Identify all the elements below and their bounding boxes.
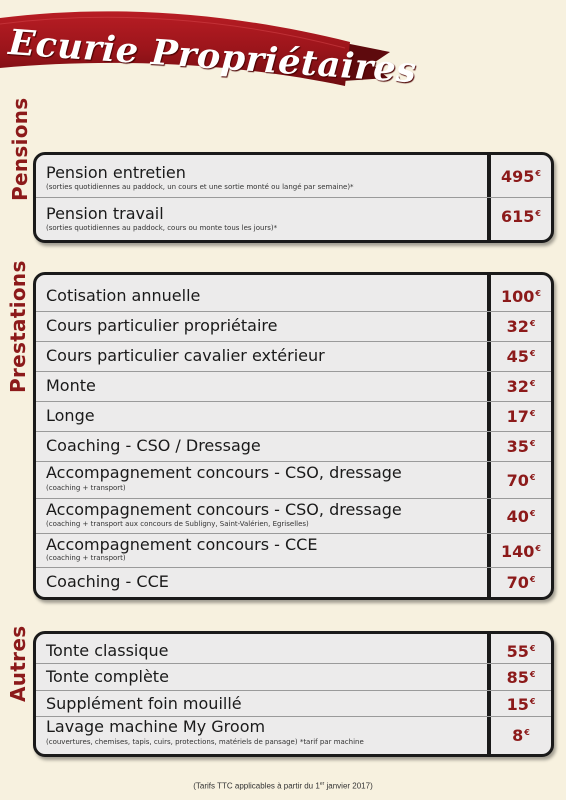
item-description: (coaching + transport) [46,554,126,562]
item-label: Accompagnement concours - CCE [46,535,318,554]
price-row [36,198,551,240]
section-label-autres: Autres [6,625,30,702]
item-label: Coaching - CCE [46,572,169,591]
section-label-prestations: Prestations [6,260,30,393]
item-price: 85€ [506,668,536,687]
price-row [36,155,551,198]
item-description: (sorties quotidiennes au paddock, un cours et une sortie monté ou langé par semaine)* [46,183,354,191]
item-label: Monte [46,376,96,395]
item-label: Pension entretien [46,163,186,182]
item-description: (sorties quotidiennes au paddock, cours ou monte tous les jours)* [46,224,278,232]
price-row [36,691,551,717]
price-row [36,282,551,312]
item-description: (coaching + transport) [46,484,126,492]
item-description: (coaching + transport aux concours de Subligny, Saint-Valérien, Egriselles) [46,520,309,528]
price-row [36,372,551,402]
item-price: 615€ [501,207,541,226]
price-row [36,312,551,342]
item-price: 32€ [506,317,536,336]
item-label: Tonte classique [46,641,169,660]
item-description: (couvertures, chemises, tapis, cuirs, protections, matériels de pansage) *tarif par machine [46,738,364,746]
item-price: 45€ [506,347,536,366]
item-label: Coaching - CSO / Dressage [46,436,261,455]
item-label: Cours particulier cavalier extérieur [46,346,325,365]
item-price: 140€ [501,542,541,561]
title-banner [0,0,566,110]
item-label: Cotisation annuelle [46,286,201,305]
item-label: Longe [46,406,95,425]
item-label: Pension travail [46,204,164,223]
pensions-box [33,152,554,243]
item-price: 35€ [506,437,536,456]
price-row [36,402,551,432]
item-price: 70€ [506,471,536,490]
item-price: 55€ [506,642,536,661]
item-label: Lavage machine My Groom [46,717,266,736]
price-row [36,342,551,372]
item-price: 40€ [506,507,536,526]
section-label-pensions: Pensions [8,97,32,201]
price-row [36,568,551,597]
item-price: 15€ [506,695,536,714]
item-price: 70€ [506,573,536,592]
item-price: 100€ [501,287,541,306]
price-row [36,638,551,664]
item-label: Accompagnement concours - CSO, dressage [46,500,402,519]
page-title: Ecurie Propriétaires [7,22,418,92]
price-row [36,664,551,691]
autres-box [33,631,554,757]
item-label: Accompagnement concours - CSO, dressage [46,463,402,482]
item-label: Cours particulier propriétaire [46,316,278,335]
prestations-box [33,272,554,600]
price-row [36,462,551,499]
price-row [36,432,551,462]
item-label: Tonte complète [46,667,169,686]
price-row [36,534,551,568]
price-row [36,717,551,754]
item-price: 32€ [506,377,536,396]
price-row [36,499,551,534]
item-label: Supplément foin mouillé [46,694,242,713]
item-price: 495€ [501,167,541,186]
footer-note: (Tarifs TTC applicables à partir du 1er janvier 2017) [193,781,373,791]
item-price: 17€ [506,407,536,426]
item-price: 8€ [512,726,530,745]
